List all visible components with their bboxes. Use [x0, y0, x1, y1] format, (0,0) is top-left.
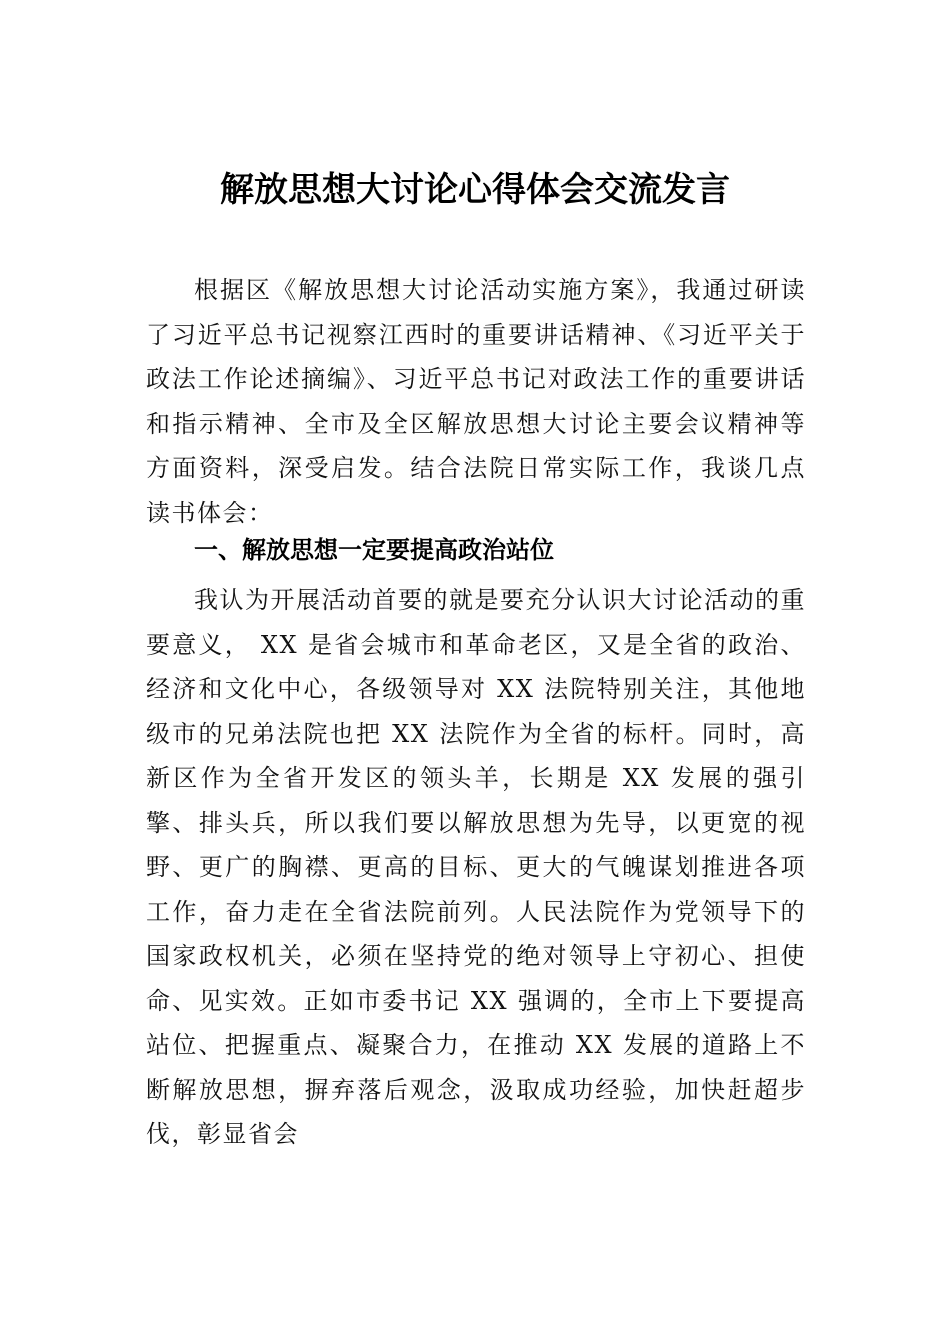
document-title: 解放思想大讨论心得体会交流发言 — [220, 170, 730, 210]
intro-paragraph: 根据区《解放思想大讨论活动实施方案》，我通过研读了习近平总书记视察江西时的重要讲话精神、《习近平关于政法工作论述摘编》、习近平总书记对政法工作的重要讲话和指示精神、全市及全区解放思想大讨论主要会议精神等方面资料，深受启发。结合法院日常实际工作，我谈几点读书体会： — [146, 276, 806, 527]
section-paragraph: 我认为开展活动首要的就是要充分认识大讨论活动的重要意义， XX 是省会城市和革命老区，又是全省的政治、经济和文化中心，各级领导对 XX 法院特别关注，其他地级市的兄弟法院也把 XX 法院作为全省的标杆。同时，高新区作为全省开发区的领头羊，长期是 XX 发展的强引擎、排头兵，所以我们要以解放思想为先导，以更宽的视野、更广的胸襟、更高的目标、更大的气魄谋划推进各项工作，奋力走在全省法院前列。人民法院作为党领导下的国家政权机关，必须在坚持党的绝对领导上守初心、担使命、见实效。正如市委书记 XX 强调的，全市上下要提高站位、把握重点、凝聚合力，在推动 XX 发展的道路上不断解放思想，摒弃落后观念，汲取成功经验，加快赶超步伐，彰显省会 — [146, 586, 806, 1148]
section-heading: 一、解放思想一定要提高政治站位 — [194, 536, 554, 564]
